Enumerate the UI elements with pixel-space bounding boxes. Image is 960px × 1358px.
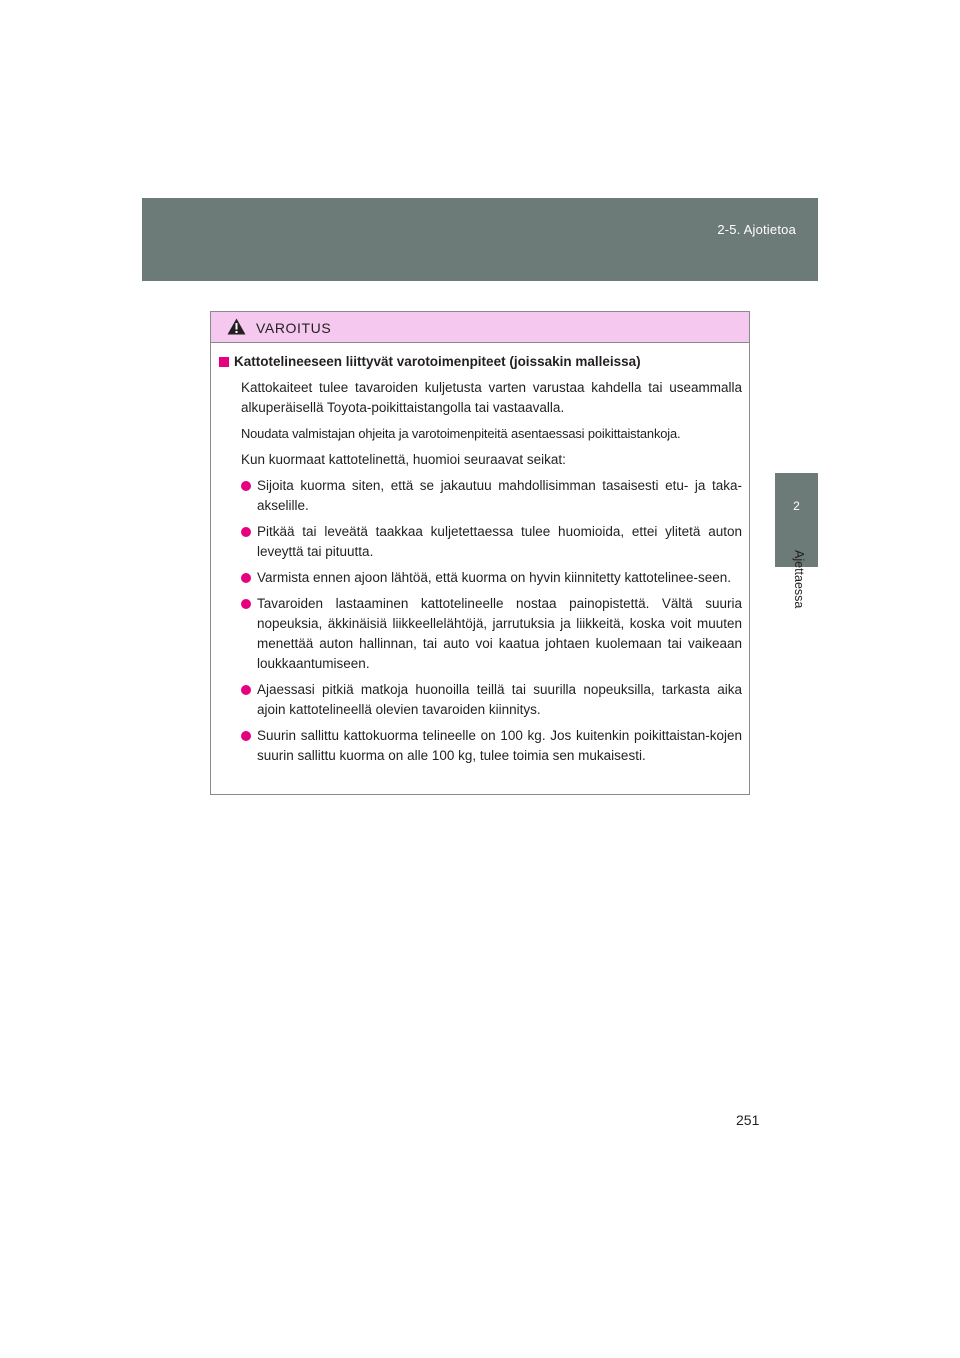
chapter-label: Ajettaessa — [792, 550, 806, 609]
warning-header — [211, 312, 749, 343]
list-item-text: Sijoita kuorma siten, että se jakautuu mahdollisimman tasaisesti etu- ja taka-akselille. — [257, 478, 742, 513]
warning-subheading — [219, 352, 742, 372]
bullet-dot-icon — [241, 573, 251, 583]
section-title: 2-5. Ajotietoa — [717, 222, 796, 237]
header-bar — [142, 198, 818, 281]
list-item — [241, 594, 742, 674]
warning-title: VAROITUS — [256, 320, 332, 336]
warning-box — [210, 311, 750, 795]
paragraph: Kun kuormaat kattotelinettä, huomioi seuraavat seikat: — [241, 452, 566, 467]
list-item-text: Tavaroiden lastaaminen kattotelineelle nostaa painopistettä. Vältä suuria nopeuksia, äkkinäisiä liikkeellelähtöjä, jarrutuksia ja liikkeitä, koska voit muuten menettää auton hallinnan, tai auto voi kaatua johtaen kuolemaan tai vaikeaan loukkaantumiseen. — [257, 596, 742, 671]
list-item — [241, 476, 742, 516]
list-item — [241, 522, 742, 562]
bullet-dot-icon — [241, 685, 251, 695]
subheading-text: Kattotelineeseen liittyvät varotoimenpiteet (joissakin malleissa) — [234, 354, 641, 369]
paragraph: Kattokaiteet tulee tavaroiden kuljetusta varten varustaa kahdella tai useammalla alkuperäisellä Toyota-poikittaistangolla tai vastaavalla. — [241, 380, 742, 415]
bullet-dot-icon — [241, 599, 251, 609]
paragraph: Noudata valmistajan ohjeita ja varotoimenpiteitä asentaessasi poikittaistankoja. — [241, 426, 681, 441]
list-item — [241, 568, 742, 588]
list-item-text: Suurin sallittu kattokuorma telineelle on 100 kg. Jos kuitenkin poikittaistan-kojen suurin sallittu kuorma on alle 100 kg, tulee toimia sen mukaisesti. — [257, 728, 742, 763]
page-number: 251 — [736, 1112, 760, 1128]
bullet-dot-icon — [241, 731, 251, 741]
list-item-text: Varmista ennen ajoon lähtöä, että kuorma on hyvin kiinnitetty kattotelinee-seen. — [257, 570, 732, 585]
list-item — [241, 680, 742, 720]
square-bullet-icon — [219, 357, 229, 367]
warning-triangle-icon — [227, 318, 246, 335]
chapter-number: 2 — [793, 499, 800, 513]
list-item-text: Ajaessasi pitkiä matkoja huonoilla teillä tai suurilla nopeuksilla, tarkasta aika ajoin kattotelineellä olevien tavaroiden kiinnitys. — [257, 682, 742, 717]
list-item — [241, 726, 742, 766]
bullet-dot-icon — [241, 527, 251, 537]
list-item-text: Pitkää tai leveätä taakkaa kuljetettaessa tulee huomioida, ettei ylitetä auton leveyttä tai pituutta. — [257, 524, 742, 559]
bullet-dot-icon — [241, 481, 251, 491]
warning-content — [211, 343, 749, 766]
